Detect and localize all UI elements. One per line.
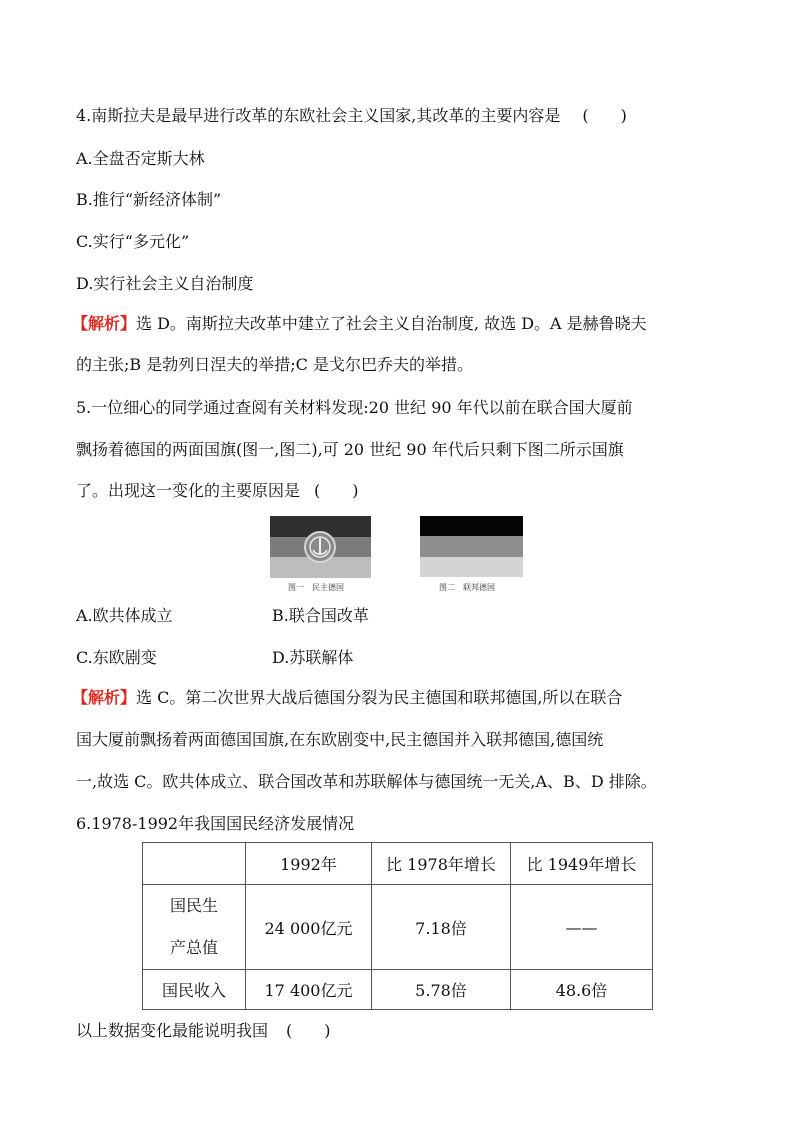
q4-answer-line-2: 的主张;B 是勃列日涅夫的举措;C 是戈尔巴乔夫的举措。: [76, 355, 473, 374]
q5-stem-line-1: 5.一位细心的同学通过查阅有关材料发现:20 世纪 90 年代以前在联合国大厦前: [76, 398, 633, 417]
q6-title: 6.1978-1992年我国国民经济发展情况: [76, 814, 355, 833]
table-cell: 国民收入: [143, 970, 246, 1010]
table-header-cell: 1992年: [246, 843, 372, 885]
q4-option-b: B.推行“新经济体制”: [76, 190, 222, 209]
q5-answer-line-2: 国大厦前飘扬着两面德国国旗,在东欧剧变中,民主德国并入联邦德国,德国统: [76, 730, 604, 749]
table-cell: 7.18倍: [372, 885, 511, 970]
flag2-stripe-bottom: [420, 557, 523, 577]
q4-option-d: D.实行社会主义自治制度: [76, 274, 254, 293]
table-header-cell: 比 1949年增长: [511, 843, 653, 885]
q5-option-c: C.东欧剧变: [76, 648, 157, 667]
q6-followup: 以上数据变化最能说明我国 ( ): [76, 1021, 331, 1040]
table-row: [143, 970, 653, 1010]
table-cell: 5.78倍: [372, 970, 511, 1010]
table-cell: 17 400亿元: [246, 970, 372, 1010]
q4-option-c: C.实行“多元化”: [76, 232, 190, 251]
table-row: [143, 885, 653, 970]
table-header-row: [143, 843, 653, 885]
fig1-caption: 图一 民主德国: [288, 583, 344, 592]
table-header-cell: [143, 843, 246, 885]
table-cell: 国民生 产总值: [143, 885, 246, 970]
economy-table: [142, 842, 653, 1010]
fig2-caption: 图二 联邦德国: [439, 583, 495, 592]
west-germany-flag-image: [420, 516, 523, 577]
q5-answer-line-3: 一,故选 C。欧共体成立、联合国改革和苏联解体与德国统一无关,A、B、D 排除。: [76, 772, 657, 791]
flag2-stripe-top: [420, 516, 523, 536]
flag2-stripe-middle: [420, 536, 523, 557]
table-cell: ——: [511, 885, 653, 970]
q5-stem-line-3: 了。出现这一变化的主要原因是 ( ): [76, 481, 359, 500]
q5-option-d: D.苏联解体: [272, 648, 354, 667]
east-germany-flag-image: [270, 516, 371, 578]
table-cell: 24 000亿元: [246, 885, 372, 970]
q5-answer-line-1: 【解析】选 C。第二次世界大战后德国分裂为民主德国和联邦德国,所以在联合: [72, 688, 623, 707]
q4-stem: 4.南斯拉夫是最早进行改革的东欧社会主义国家,其改革的主要内容是 ( ): [76, 106, 627, 125]
q5-option-a: A.欧共体成立: [76, 606, 173, 625]
table-cell: 48.6倍: [511, 970, 653, 1010]
answer-tag: 【解析】: [72, 688, 137, 707]
q5-stem-line-2: 飘扬着德国的两面国旗(图一,图二),可 20 世纪 90 年代后只剩下图二所示国旗: [76, 440, 624, 459]
q5-option-b: B.联合国改革: [272, 606, 369, 625]
answer-tag: 【解析】: [72, 314, 137, 333]
q4-option-a: A.全盘否定斯大林: [76, 149, 205, 168]
q4-answer-line-1: 【解析】选 D。南斯拉夫改革中建立了社会主义自治制度, 故选 D。A 是赫鲁晓夫: [72, 314, 647, 333]
table-header-cell: 比 1978年增长: [372, 843, 511, 885]
